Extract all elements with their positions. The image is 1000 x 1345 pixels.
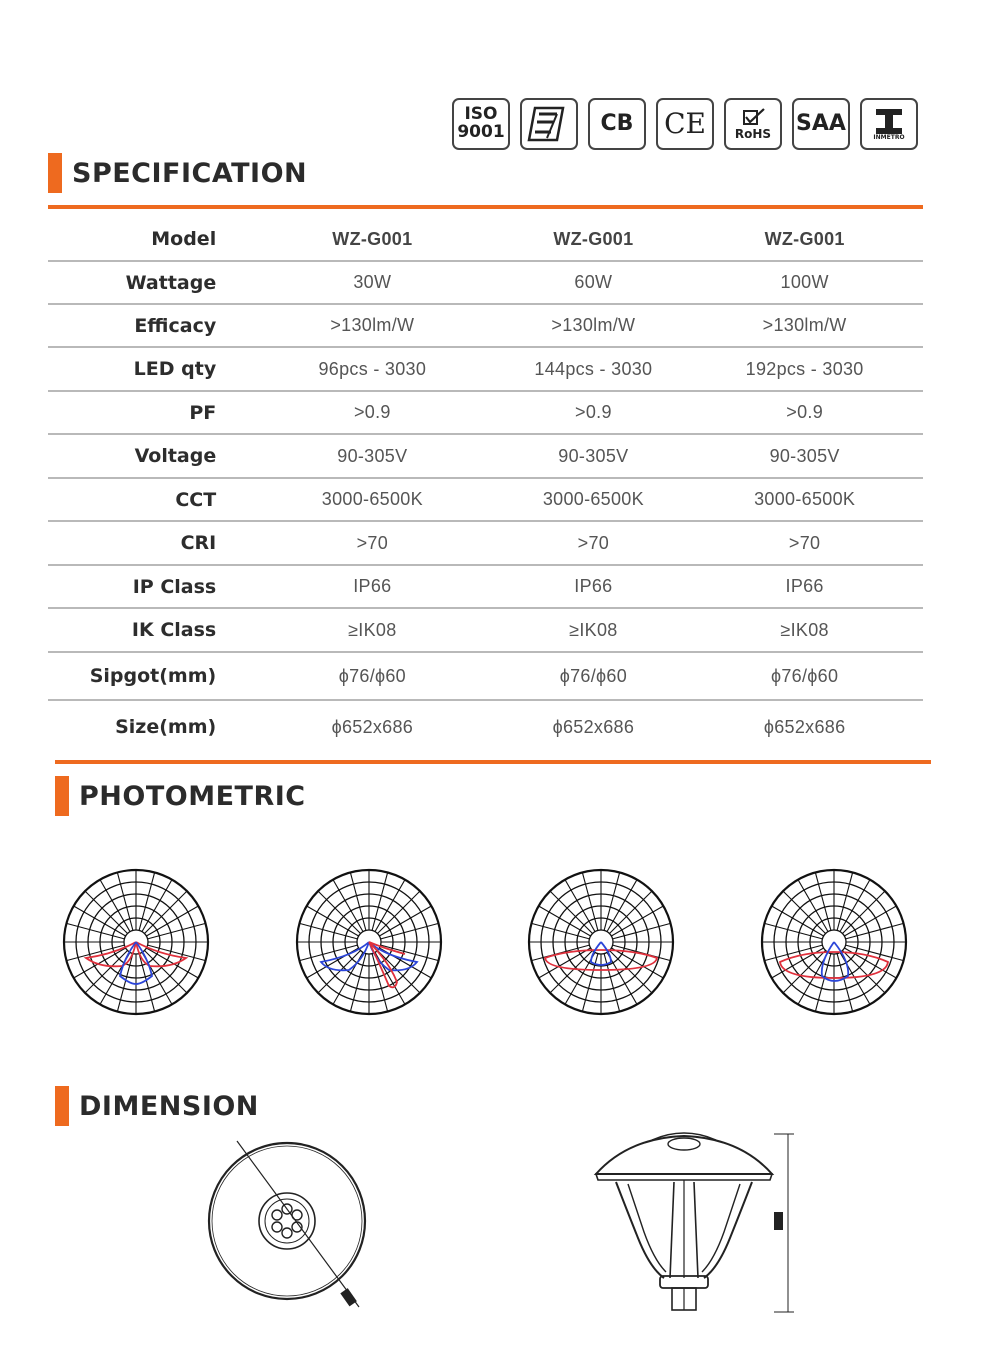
specification-table	[48, 218, 923, 753]
polar-spoke	[842, 891, 884, 933]
polar-spoke	[139, 872, 155, 930]
row-label: Model	[151, 228, 217, 250]
table-cell: 90-305V	[769, 445, 840, 466]
table-cell: >70	[577, 532, 610, 553]
table-row-efficacy	[48, 305, 923, 348]
table-cell: ≥IK08	[569, 619, 618, 640]
table-cell: >0.9	[353, 402, 391, 422]
polar-spoke	[117, 872, 133, 930]
row-label: Size(mm)	[115, 716, 217, 738]
polar-spoke	[783, 891, 825, 933]
specification-bottom-rule	[55, 760, 931, 764]
table-row-cri	[48, 522, 923, 566]
polar-spoke	[613, 923, 671, 939]
specification-top-rule	[48, 205, 923, 209]
table-cell: 90-305V	[558, 445, 629, 466]
heading-accent-bar	[55, 776, 69, 816]
photometric-title: PHOTOMETRIC	[79, 780, 306, 812]
polar-spoke	[299, 945, 357, 961]
table-row-voltage	[48, 435, 923, 479]
table-cell: 96pcs - 3030	[318, 358, 427, 379]
polar-spoke	[764, 923, 822, 939]
table-cell: 3000-6500K	[754, 489, 856, 509]
row-label: CCT	[175, 488, 217, 511]
row-label: PF	[189, 401, 217, 424]
table-cell: 144pcs - 3030	[534, 358, 653, 379]
table-cell: ≥IK08	[348, 619, 397, 640]
table-cell: >130lm/W	[762, 315, 847, 335]
table-cell: >130lm/W	[330, 315, 415, 335]
polar-spoke	[377, 891, 419, 933]
polar-spoke	[148, 945, 206, 961]
top-view-drawing	[195, 1135, 375, 1325]
table-row-size	[48, 701, 923, 753]
ce-badge	[656, 98, 714, 150]
polar-curve-red	[369, 942, 405, 987]
polar-spoke	[550, 950, 592, 992]
polar-spoke	[815, 872, 831, 930]
polar-chart-2	[293, 866, 445, 1018]
polar-spoke	[837, 872, 853, 930]
iso-label: ISO	[464, 104, 498, 125]
table-row-wattage	[48, 262, 923, 305]
certification-badges	[452, 98, 918, 150]
polar-spoke	[318, 891, 360, 933]
cb-badge	[588, 98, 646, 150]
table-cell: 60W	[574, 272, 613, 292]
dimension-title: DIMENSION	[79, 1090, 259, 1122]
specification-heading	[48, 153, 307, 193]
row-label: IK Class	[131, 619, 217, 641]
side-view-drawing	[588, 1128, 798, 1320]
row-label: LED qty	[133, 358, 217, 380]
table-cell: ϕ652x686	[763, 716, 846, 737]
table-row-pf	[48, 392, 923, 435]
dimension-heading	[55, 1086, 259, 1126]
polar-spoke	[66, 945, 124, 961]
table-cell: WZ-G001	[332, 228, 413, 249]
polar-spoke	[144, 891, 186, 933]
table-cell: 90-305V	[337, 445, 408, 466]
polar-spoke	[846, 923, 904, 939]
polar-spoke	[372, 872, 388, 930]
etl-badge	[520, 98, 578, 150]
table-cell: >0.9	[575, 402, 612, 422]
heading-accent-bar	[55, 1086, 69, 1126]
table-cell: WZ-G001	[764, 228, 845, 249]
row-label: Voltage	[134, 445, 217, 467]
polar-spoke	[531, 923, 589, 939]
table-row-ik-class	[48, 609, 923, 653]
polar-chart-4	[758, 866, 910, 1018]
rohs-check-icon	[740, 108, 766, 128]
table-cell: ϕ76/ϕ60	[559, 665, 628, 686]
photometric-heading	[55, 776, 306, 816]
polar-spoke	[582, 872, 598, 930]
etl-mark-icon	[527, 104, 571, 144]
row-label: Efficacy	[134, 314, 217, 337]
table-row-led-qty	[48, 348, 923, 392]
table-row-cct	[48, 479, 923, 522]
ce-label: CE	[664, 107, 706, 141]
table-cell: ϕ652x686	[331, 716, 414, 737]
inmetro-mark-icon	[874, 107, 904, 135]
specification-title: SPECIFICATION	[72, 157, 308, 189]
polar-chart-3	[525, 866, 677, 1018]
polar-spoke	[381, 923, 439, 939]
inmetro-label: INMETRO	[873, 133, 905, 141]
table-cell: 30W	[353, 272, 392, 292]
table-row-spigot	[48, 653, 923, 701]
iso-number: 9001	[457, 122, 505, 142]
table-cell: >70	[356, 532, 389, 553]
table-row-ip-class	[48, 566, 923, 609]
rohs-badge	[724, 98, 782, 150]
cb-label: CB	[600, 111, 634, 137]
table-cell: ϕ76/ϕ60	[770, 665, 839, 686]
polar-spoke	[299, 923, 357, 939]
table-cell: WZ-G001	[553, 228, 634, 249]
table-cell: 100W	[780, 272, 829, 292]
table-cell: IP66	[785, 576, 824, 596]
table-cell: ϕ652x686	[552, 716, 635, 737]
table-cell: ϕ76/ϕ60	[338, 665, 406, 686]
row-label: Wattage	[125, 271, 217, 294]
inmetro-badge	[860, 98, 918, 150]
table-row-model	[48, 218, 923, 262]
polar-chart-1	[60, 866, 212, 1018]
table-cell: 3000-6500K	[321, 489, 423, 509]
polar-spoke	[837, 954, 853, 1012]
polar-spoke	[381, 945, 439, 961]
polar-spoke	[550, 891, 592, 933]
table-cell: IP66	[574, 576, 613, 596]
table-cell: IP66	[353, 576, 392, 596]
polar-spoke	[350, 872, 366, 930]
polar-spoke	[85, 891, 127, 933]
polar-spoke	[609, 891, 651, 933]
row-label: IP Class	[132, 575, 217, 598]
table-cell: 3000-6500K	[542, 489, 644, 509]
iso-9001-badge	[452, 98, 510, 150]
table-cell: >70	[788, 532, 821, 553]
polar-spoke	[609, 950, 651, 992]
heading-accent-bar	[48, 153, 62, 193]
saa-label: SAA	[796, 111, 846, 137]
row-label: Sipgot(mm)	[89, 665, 217, 687]
polar-spoke	[148, 923, 206, 939]
table-cell: >0.9	[786, 402, 823, 422]
table-cell: 192pcs - 3030	[745, 358, 864, 379]
table-cell: >130lm/W	[551, 315, 636, 335]
polar-spoke	[604, 872, 620, 930]
row-label: CRI	[180, 532, 217, 554]
table-cell: ≥IK08	[780, 619, 829, 640]
polar-spoke	[66, 923, 124, 939]
saa-badge	[792, 98, 850, 150]
rohs-label: RoHS	[734, 126, 772, 141]
